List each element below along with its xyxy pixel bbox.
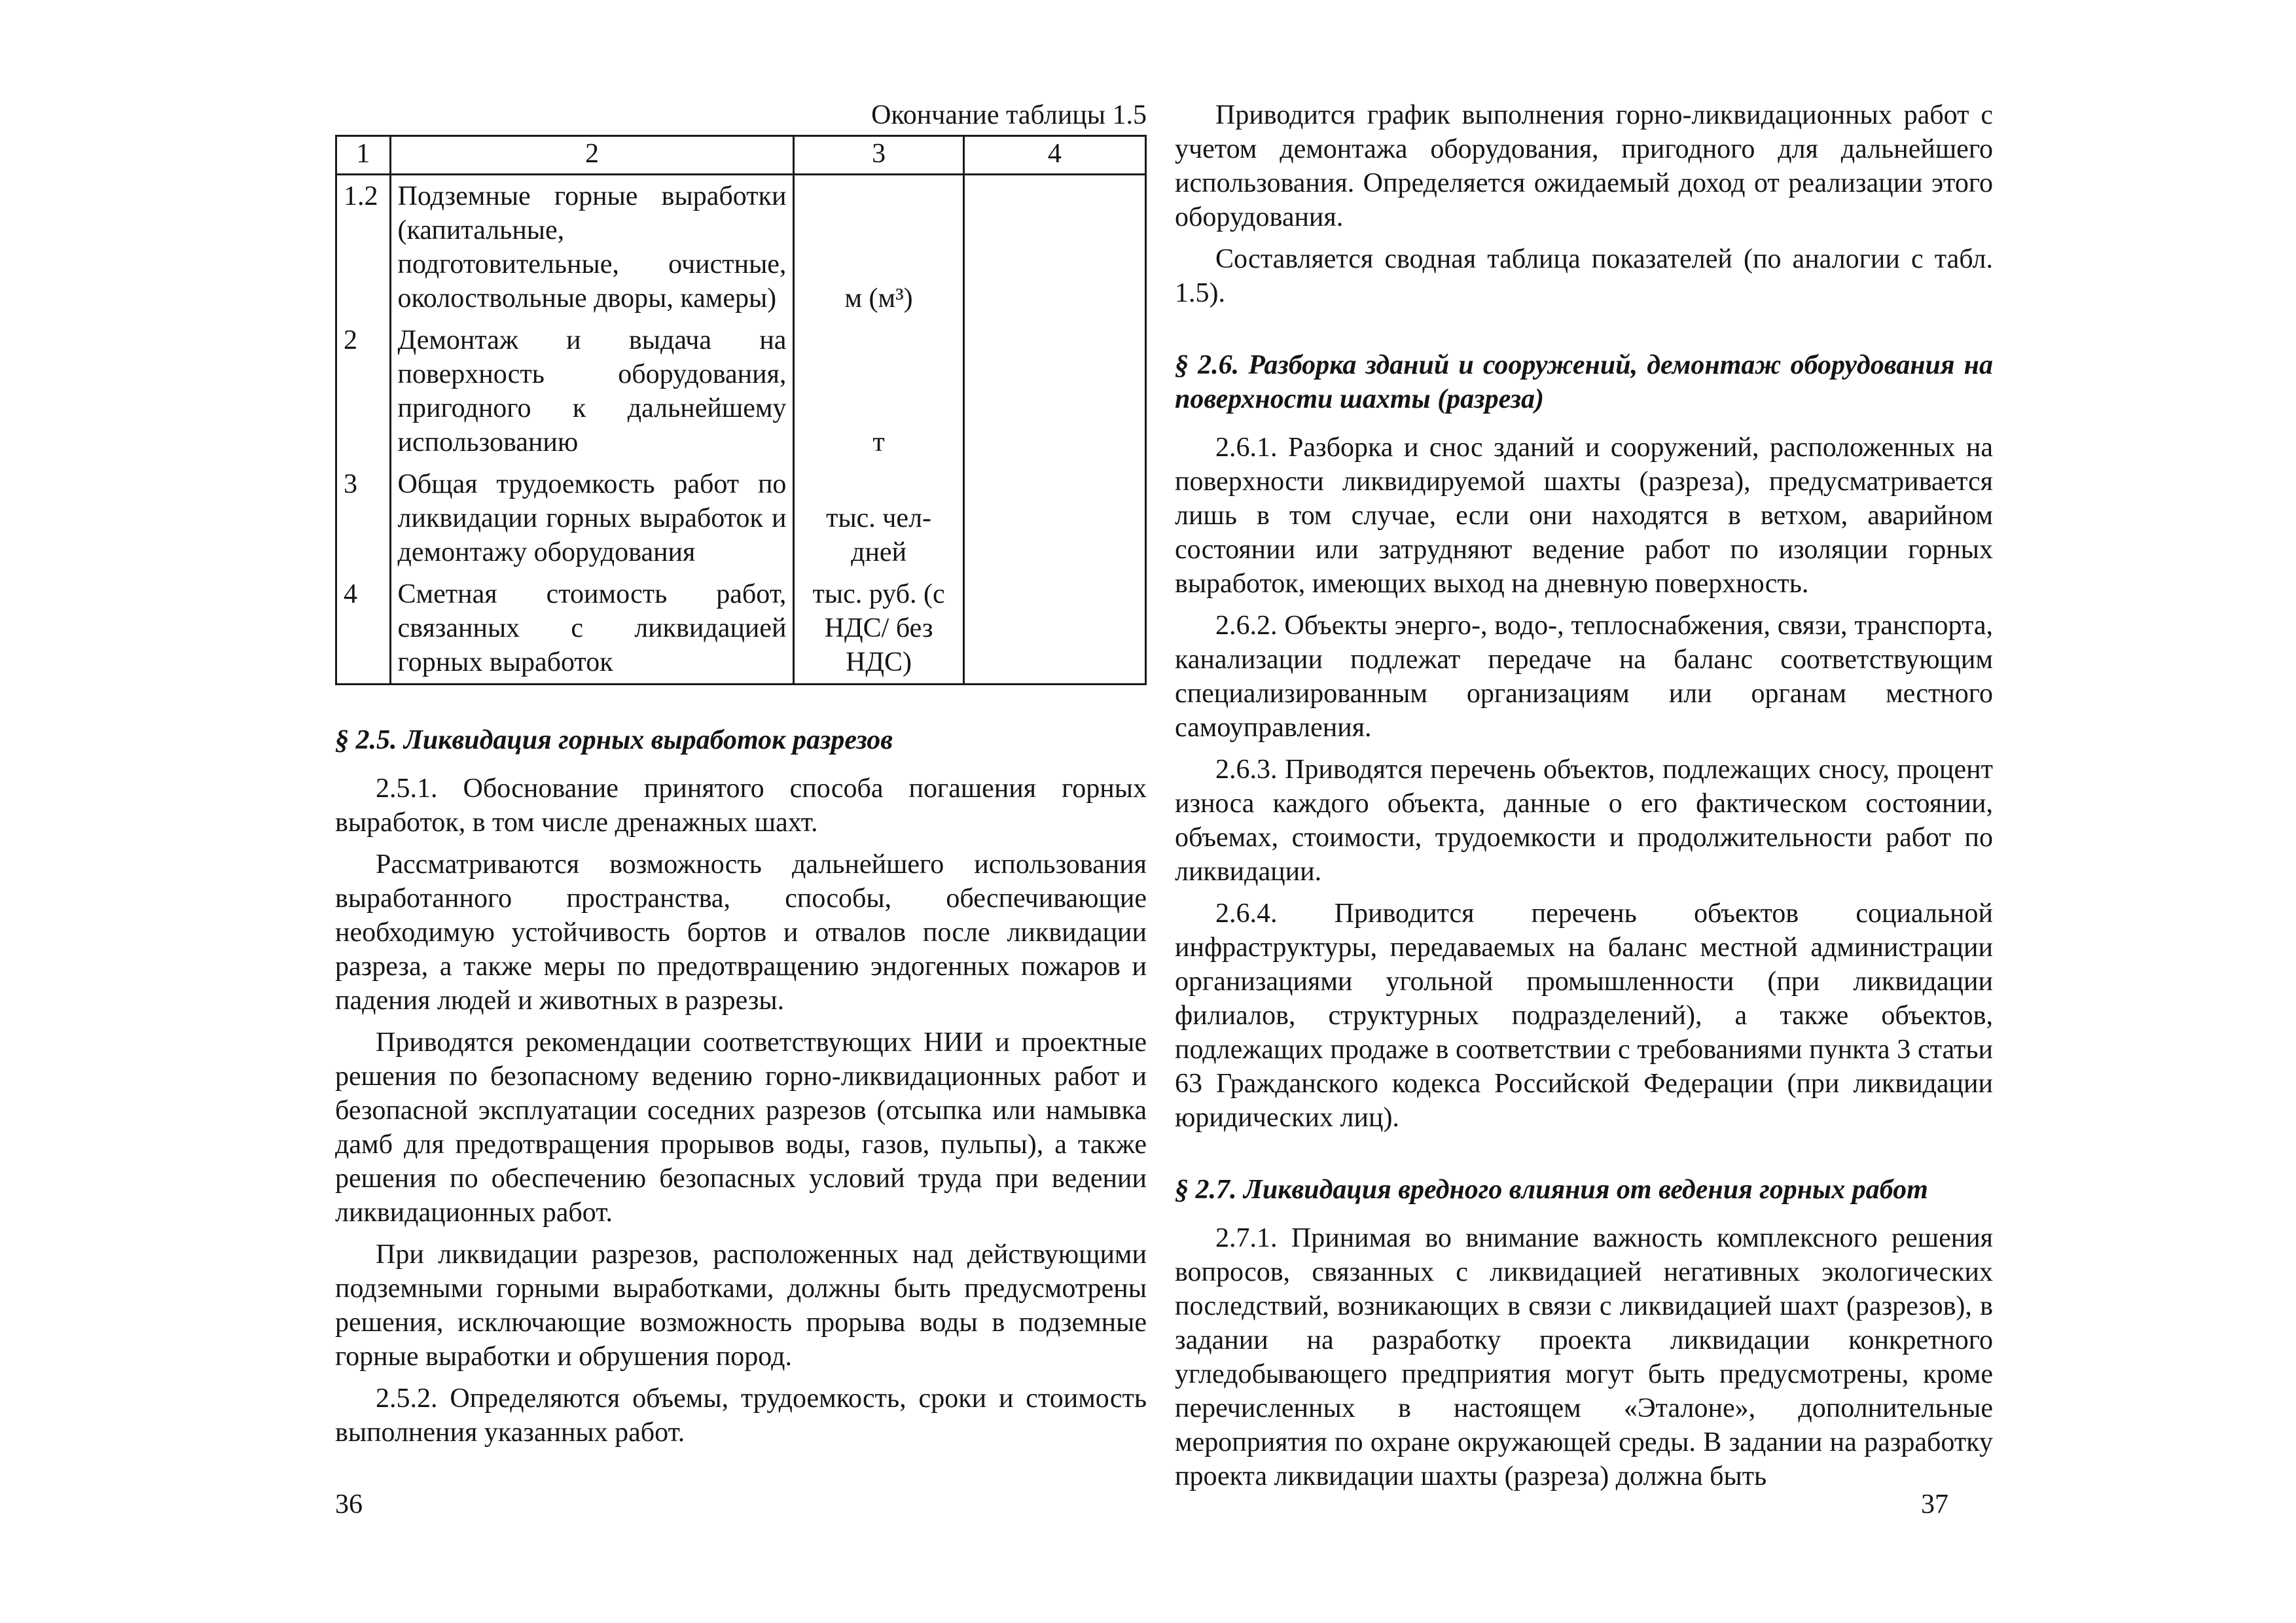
row-name: Подземные горные выработки (капитальные, подготовительные, очистные, околоствольные дворы, камеры) [390,175,794,320]
row-unit: тыс. чел-дней [794,463,963,573]
page-number-right: 37 [1921,1489,1948,1520]
paragraph: При ликвидации разрезов, расположенных над действующими подземными горными выработками, должны быть предусмотрены решения, исключающие возможность прорыва воды в подземные горные выработки и обрушения пород. [335,1240,1147,1372]
table-caption: Окончание таблицы 1.5 [871,100,1147,130]
paragraph: Рассматриваются возможность дальнейшего использования выработанного пространства, способы, обеспечивающие необходимую устойчивость бортов и отвалов после ликвидации разреза, а также меры по предотвращению эндогенных пожаров и падения людей и животных в разрезы. [335,849,1147,1016]
row-unit: тыс. руб. (с НДС/ без НДС) [794,573,963,685]
row-number: 4 [336,573,391,685]
right-page [1175,98,1993,1493]
table-row [336,175,1146,320]
paragraph: 2.6.2. Объекты энерго-, водо-, теплоснабжения, связи, транспорта, канализации подлежат передаче на баланс соответствующим специализированным организациям или органам местного самоуправления. [1175,611,1993,743]
row-number: 2 [336,319,391,463]
paragraph: 2.6.3. Приводятся перечень объектов, подлежащих сносу, процент износа каждого объекта, данные о его фактическом состоянии, объемах, стоимости, трудоемкости и продолжительности работ по ликвидации. [1175,755,1993,887]
paragraph: Приводятся рекомендации соответствующих НИИ и проектные решения по безопасному ведению горно-ликвидационных работ и безопасной эксплуатации соседних разрезов (отсыпка или намывка дамб для предотвращения прорывов воды, газов, пульпы), а также решения по обеспечению безопасных условий труда при ведении ликвидационных работ. [335,1027,1147,1228]
paragraph: 2.5.1. Обоснование принятого способа погашения горных выработок, в том числе дренажных шахт. [335,774,1147,838]
paragraph: 2.5.2. Определяются объемы, трудоемкость, сроки и стоимость выполнения указанных работ. [335,1383,1147,1448]
row-name: Сметная стоимость работ, связанных с ликвидацией горных выработок [390,573,794,685]
table-header-row [336,136,1146,175]
paragraph: Приводится график выполнения горно-ликвидационных работ с учетом демонтажа оборудования, пригодного для дальнейшего использования. Определяется ожидаемый доход от реализации этого оборудования. [1175,100,1993,232]
row-unit: т [794,319,963,463]
section-heading-2-5: § 2.5. Ликвидация горных выработок разрезов [335,725,893,755]
row-name: Демонтаж и выдача на поверхность оборудования, пригодного к дальнейшему использованию [390,319,794,463]
row-unit: м (м³) [794,175,963,320]
paragraph: 2.6.4. Приводится перечень объектов социальной инфраструктуры, передаваемых на баланс местной администрации организациями угольной промышленности (при ликвидации филиалов, структурных подразделений), а также объектов, подлежащих продаже в соответствии с требованиями пункта 3 статьи 63 Гражданского кодекса Российской Федерации (при ликвидации юридических лиц). [1175,899,1993,1133]
left-page [335,98,1147,1450]
table-row [336,573,1146,685]
row-name: Общая трудоемкость работ по ликвидации горных выработок и демонтажу оборудования [390,463,794,573]
paragraph: 2.6.1. Разборка и снос зданий и сооружений, расположенных на поверхности ликвидируемой шахты (разреза), предусматривается лишь в том случае, если они находятся в ветхом, аварийном состоянии или затрудняют ведение работ по изоляции горных выработок, имеющих выход на дневную поверхность. [1175,433,1993,599]
section-heading-2-7: § 2.7. Ликвидация вредного влияния от ведения горных работ [1175,1175,1928,1205]
row-value [963,319,1145,463]
indicators-table [335,135,1147,685]
row-number: 1.2 [336,175,391,320]
row-value [963,175,1145,320]
table-row [336,319,1146,463]
table-header-cell: 1 [336,136,391,175]
page-number-left: 36 [335,1489,363,1520]
table-header-cell: 2 [390,136,794,175]
table-row [336,463,1146,573]
table-header-cell: 3 [794,136,963,175]
paragraph: 2.7.1. Принимая во внимание важность комплексного решения вопросов, связанных с ликвидацией негативных экологических последствий, возникающих в связи с ликвидацией шахт (разрезов), в задании на разработку проекта ликвидации конкретного угледобывающего предприятия могут быть предусмотрены, кроме перечисленных в настоящем «Эталоне», дополнительные мероприятия по охране окружающей среды. В задании на разработку проекта ликвидации шахты (разреза) должна быть [1175,1223,1993,1491]
table-header-cell: 4 [963,136,1145,175]
row-number: 3 [336,463,391,573]
paragraph: Составляется сводная таблица показателей (по аналогии с табл. 1.5). [1175,244,1993,308]
section-heading-2-6: § 2.6. Разборка зданий и сооружений, демонтаж оборудования на поверхности шахты (разреза) [1175,350,1993,414]
row-value [963,573,1145,685]
row-value [963,463,1145,573]
